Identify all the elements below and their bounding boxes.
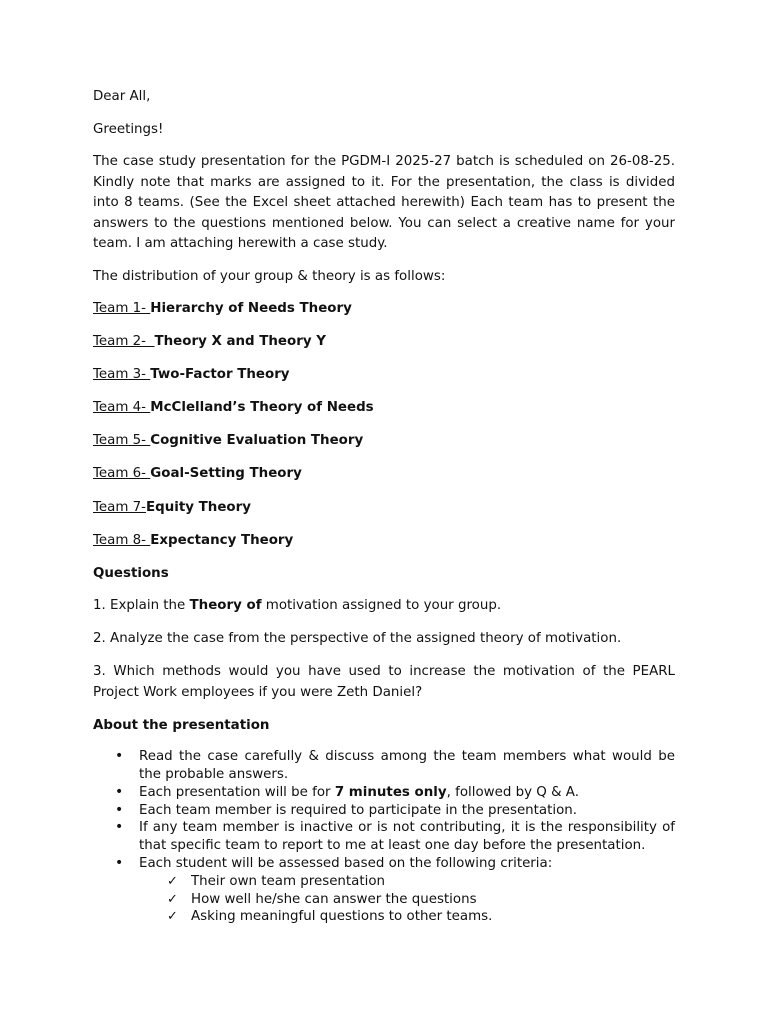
question-1-emphasis: Theory of (189, 598, 262, 614)
bullet-text-suffix: , followed by Q & A. (446, 784, 579, 800)
question-1-prefix: 1. Explain the (93, 598, 190, 614)
salutation: Greetings! (93, 121, 164, 137)
bullet-icon: • (115, 748, 124, 765)
team-label: Team 6- (93, 466, 151, 482)
team-line-7 (93, 498, 675, 519)
criteria-item (93, 908, 675, 926)
question-1 (93, 596, 675, 617)
criteria-item (93, 891, 675, 909)
criteria-item (93, 873, 675, 891)
team-label: Team 5- (93, 433, 151, 449)
bullet-item (93, 802, 675, 820)
team-theory: Cognitive Evaluation Theory (150, 433, 364, 449)
question-2: 2. Analyze the case from the perspective of the assigned theory of motivation. (93, 631, 622, 647)
bullet-text: Read the case carefully & discuss among the team members what would be the probable answers. (139, 749, 675, 783)
bullet-icon: • (115, 819, 124, 836)
checkmark-icon: ✓ (167, 891, 178, 907)
team-line-2 (93, 332, 675, 353)
bullet-icon: • (115, 801, 124, 818)
bullet-item (93, 819, 675, 855)
team-theory: Hierarchy of Needs Theory (150, 301, 352, 316)
questions-heading: Questions (93, 565, 169, 581)
team-theory: Two-Factor Theory (150, 367, 290, 383)
team-theory: McClelland’s Theory of Needs (150, 400, 374, 416)
team-line-1 (93, 299, 675, 320)
team-line-4 (93, 398, 675, 419)
team-label: Team 1- (93, 301, 151, 316)
criteria-text: How well he/she can answer the questions (191, 891, 477, 907)
criteria-text: Asking meaningful questions to other teams. (191, 909, 493, 925)
bullet-icon: • (115, 783, 124, 800)
bullet-item (93, 855, 675, 926)
bullet-text: If any team member is inactive or is not contributing, it is the responsibility of that specific team to report to me at least one day before the presentation. (139, 820, 675, 854)
team-line-6 (93, 464, 675, 485)
team-theory: Equity Theory (146, 499, 251, 515)
criteria-list (93, 873, 675, 926)
greeting: Dear All, (93, 89, 151, 104)
team-label: Team 7- (93, 499, 146, 515)
team-theory: Theory X and Theory Y (154, 334, 326, 350)
bullet-text: Each team member is required to participate in the presentation. (139, 802, 578, 818)
document-body (93, 87, 675, 926)
question-3: 3. Which methods would you have used to increase the motivation of the PEARL Project Work employees if you were Zeth Daniel? (93, 664, 675, 700)
team-label: Team 8- (93, 532, 151, 548)
about-heading: About the presentation (93, 717, 270, 733)
criteria-text: Their own team presentation (191, 873, 386, 889)
team-label: Team 2- (93, 334, 155, 350)
team-theory: Expectancy Theory (150, 532, 294, 548)
team-line-3 (93, 365, 675, 386)
bullet-text-emphasis: 7 minutes only (334, 784, 447, 800)
checkmark-icon: ✓ (167, 909, 178, 925)
distribution-intro: The distribution of your group & theory is as follows: (93, 268, 446, 284)
team-theory: Goal-Setting Theory (150, 466, 302, 482)
bullet-icon: • (115, 855, 124, 872)
team-label: Team 4- (93, 400, 151, 416)
team-line-5 (93, 431, 675, 452)
presentation-bullet-list (93, 748, 675, 926)
question-1-suffix: motivation assigned to your group. (261, 598, 502, 614)
bullet-item (93, 784, 675, 802)
bullet-text-prefix: Each presentation will be for (139, 784, 335, 800)
bullet-text: Each student will be assessed based on the following criteria: (139, 856, 553, 872)
team-label: Team 3- (93, 367, 151, 383)
team-line-8 (93, 531, 675, 552)
checkmark-icon: ✓ (167, 873, 178, 889)
team-list (93, 299, 675, 551)
intro-paragraph: The case study presentation for the PGDM-I 2025-27 batch is scheduled on 26-08-25. Kindly note that marks are assigned to it. For the presentation, the class is divided into 8 teams. (See the Excel sheet attached herewith) Each team has to present the answers to the questions mentioned below. You can select a creative name for your team. I am attaching herewith a case study. (93, 154, 675, 251)
bullet-item (93, 748, 675, 784)
